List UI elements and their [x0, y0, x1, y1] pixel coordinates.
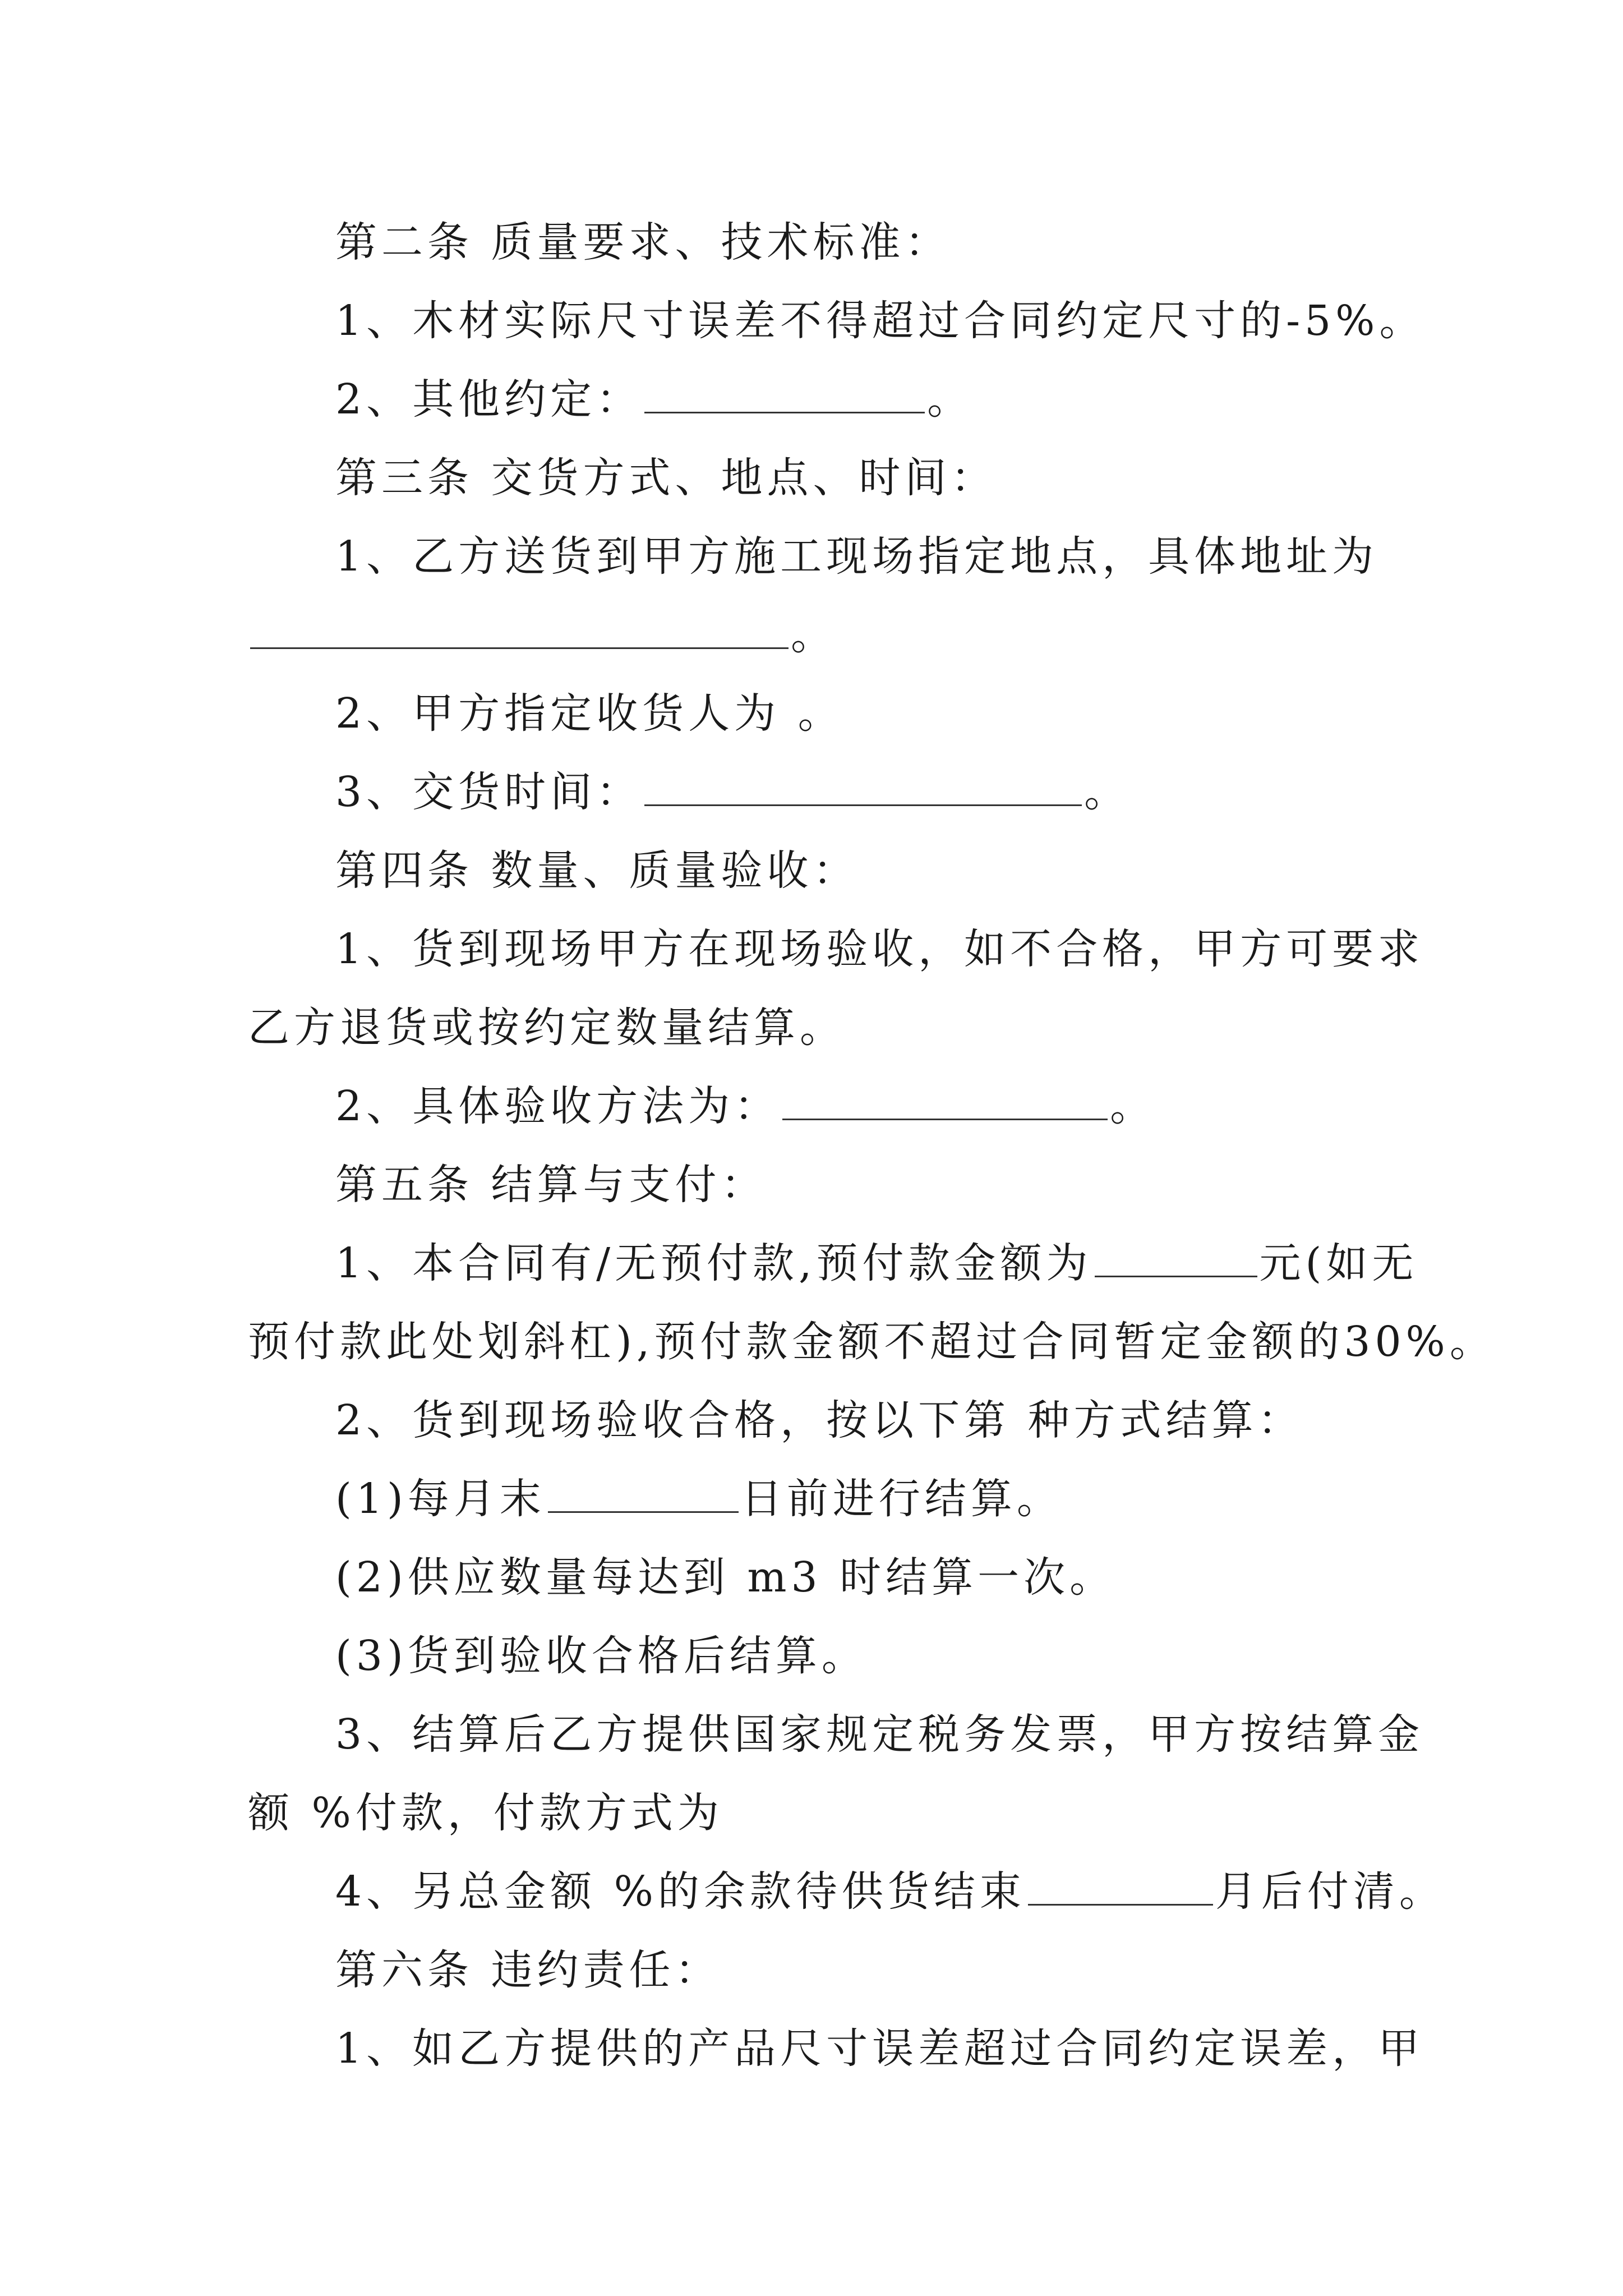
blank-monthly-settlement-day[interactable]	[548, 1474, 739, 1513]
blank-advance-amount[interactable]	[1095, 1239, 1257, 1277]
blank-inspection-method[interactable]	[782, 1082, 1108, 1120]
article-5-heading: 第五条 结算与支付：	[335, 1161, 767, 1209]
article-5-clause-3-cont: 额 %付款，付款方式为	[248, 1789, 723, 1837]
article-3-heading: 第三条 交货方式、地点、时间：	[335, 454, 997, 502]
article-6-heading: 第六条 违约责任：	[335, 1946, 721, 1994]
article-5-clause-1: 1、本合同有/无预付款,预付款金额为 元(如无	[335, 1239, 1418, 1287]
article-3-clause-1: 1、乙方送货到甲方施工现场指定地点，具体地址为	[335, 532, 1378, 581]
article-3-clause-1-cont: 。	[248, 607, 837, 663]
article-5-clause-4: 4、另总金额 %的余款待供货结束 月后付清。	[335, 1867, 1445, 1916]
article-5-option-1: (1)每月末 日前进行结算。	[335, 1475, 1063, 1523]
article-4-clause-1-cont: 乙方退货或按约定数量结算。	[248, 1004, 846, 1052]
article-2-clause-2: 2、其他约定： 。	[335, 375, 974, 424]
article-2-heading: 第二条 质量要求、技术标准：	[335, 218, 951, 266]
article-4-clause-1: 1、货到现场甲方在现场验收，如不合格，甲方可要求	[335, 925, 1424, 973]
article-6-clause-1: 1、如乙方提供的产品尺寸误差超过合同约定误差，甲	[335, 2024, 1424, 2073]
blank-balance-months[interactable]	[1028, 1867, 1213, 1906]
article-5-clause-2: 2、货到现场验收合格，按以下第 种方式结算：	[335, 1396, 1304, 1444]
article-5-clause-1-cont: 预付款此处划斜杠),预付款金额不超过合同暂定金额的30%。	[248, 1318, 1496, 1366]
article-3-clause-2: 2、甲方指定收货人为 。	[335, 689, 844, 738]
blank-delivery-address[interactable]	[250, 610, 789, 649]
article-4-heading: 第四条 数量、质量验收：	[335, 846, 859, 895]
article-5-clause-3: 3、结算后乙方提供国家规定税务发票，甲方按结算金	[335, 1710, 1424, 1759]
article-4-clause-2: 2、具体验收方法为： 。	[335, 1082, 1156, 1130]
article-5-option-2: (2)供应数量每达到 m3 时结算一次。	[335, 1553, 1116, 1602]
article-5-option-3: (3)货到验收合格后结算。	[335, 1632, 868, 1680]
blank-other-agreement[interactable]	[644, 375, 925, 413]
article-3-clause-3: 3、交货时间： 。	[335, 768, 1131, 816]
article-2-clause-1: 1、木材实际尺寸误差不得超过合同约定尺寸的-5%。	[335, 297, 1426, 345]
blank-delivery-time[interactable]	[644, 767, 1082, 806]
